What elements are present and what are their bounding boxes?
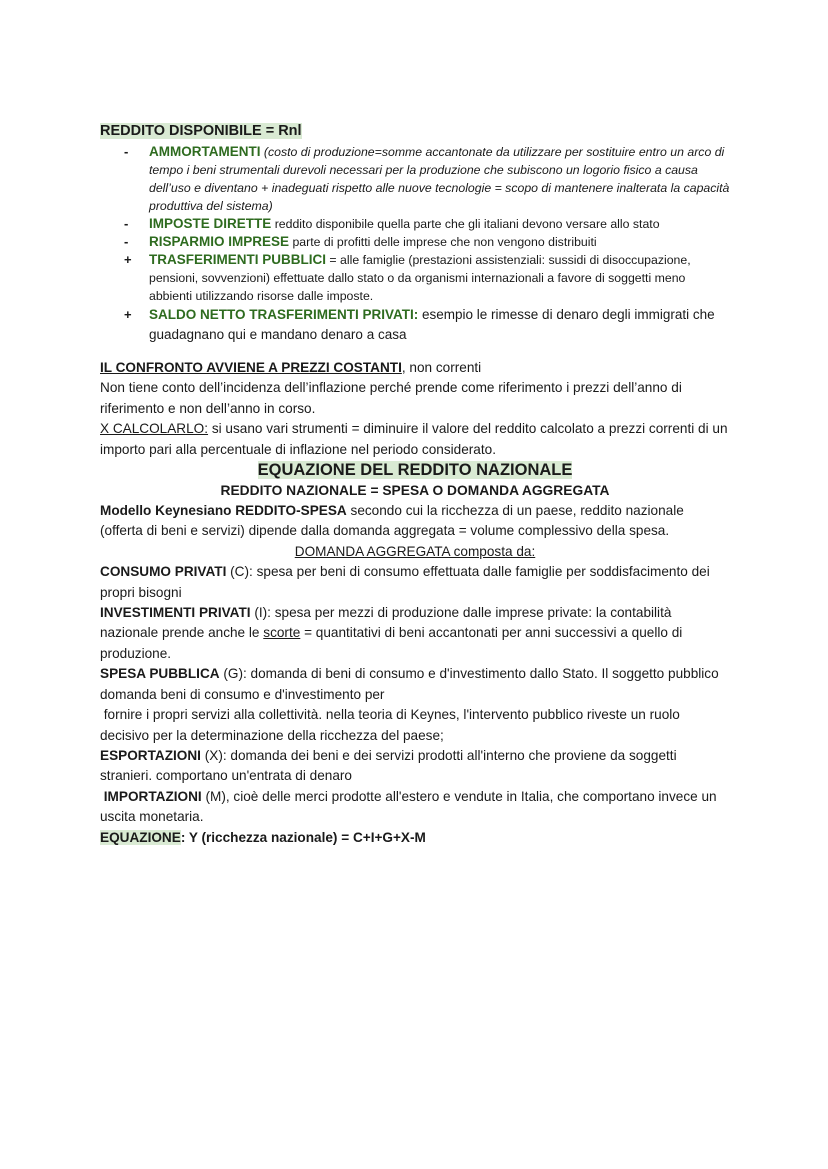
importazioni-text: (M), cioè delle merci prodotte all'estero e vendute in Italia, che comportano invece un uscita monetaria.	[100, 788, 717, 825]
consumo-paragraph	[100, 562, 730, 603]
item-term: SALDO NETTO TRASFERIMENTI PRIVATI:	[149, 307, 419, 322]
domanda-heading: DOMANDA AGGREGATA composta da:	[294, 543, 536, 559]
equazione-subtitle: REDDITO NAZIONALE = SPESA O DOMANDA AGGREGATA	[220, 483, 610, 499]
calcolo-text: si usano vari strumenti = diminuire il valore del reddito calcolato a prezzi correnti di un importo pari alla percentuale di inflazione nel periodo considerato.	[100, 421, 728, 457]
spesa-pubblica-paragraph-2	[100, 705, 730, 746]
item-desc: = alle famiglie (prestazioni assistenziali: sussidi di disoccupazione, pensioni, sovvenzioni) effettuate dallo stato o da organismi internazionali a favore di soggetti meno abbienti utilizzando risorse dalle imposte.	[149, 253, 691, 303]
esportazioni-text: (X): domanda dei beni e dei servizi prodotti all'interno che proviene da soggetti stranieri. comportano un'entrata di denaro	[100, 747, 677, 784]
importazioni-paragraph	[100, 787, 730, 828]
investimenti-paragraph	[100, 603, 730, 664]
item-sign: +	[124, 307, 132, 322]
modello-paragraph	[100, 501, 730, 542]
modello-label: Modello Keynesiano REDDITO-SPESA	[100, 503, 347, 519]
domanda-heading-line	[100, 542, 730, 562]
spesa-pubblica-paragraph	[100, 664, 730, 705]
equazione-text: : Y (ricchezza nazionale) = C+I+G+X-M	[180, 829, 426, 845]
spesa-pubblica-text-2: fornire i propri servizi alla collettività. nella teoria di Keynes, l'intervento pubblico riveste un ruolo decisivo per la determinazione della ricchezza del paese;	[100, 707, 680, 743]
equazione-title	[100, 460, 730, 481]
list-item-trasferimenti-pubblici	[100, 251, 730, 305]
document-page	[100, 121, 730, 848]
modello-text: secondo cui la ricchezza di un paese, reddito nazionale (offerta di beni e servizi) dipende dalla domanda aggregata = volume complessivo della spesa.	[100, 503, 684, 539]
investimenti-label: INVESTIMENTI PRIVATI	[100, 605, 251, 621]
scorte-term: scorte	[263, 625, 301, 641]
confronto-heading-line	[100, 358, 730, 378]
confronto-heading: IL CONFRONTO AVVIENE A PREZZI COSTANTI	[100, 360, 402, 375]
equazione-title-text: EQUAZIONE DEL REDDITO NAZIONALE	[257, 461, 573, 480]
item-desc: (costo di produzione=somme accantonate da utilizzare per sostituire entro un arco di tempo i beni strumentali durevoli necessari per la produzione che subiscono un logorio fisico a causa dell’uso e diventano + inadeguati rispetto alle nuove tecnologie = scopo di mantenere inalterata la capacità produttiva del sistema)	[149, 145, 730, 213]
calcolo-paragraph	[100, 419, 730, 460]
item-term: RISPARMIO IMPRESE	[149, 234, 290, 249]
item-sign: +	[124, 252, 132, 267]
item-term: IMPOSTE DIRETTE	[149, 216, 272, 231]
esportazioni-paragraph	[100, 746, 730, 787]
consumo-text: (C): spesa per beni di consumo effettuata dalle famiglie per soddisfacimento dei propri bisogni	[100, 564, 710, 600]
list-item-ammortamenti	[100, 143, 730, 215]
item-desc: reddito disponibile quella parte che gli italiani devono versare allo stato	[274, 217, 660, 231]
consumo-label: CONSUMO PRIVATI	[100, 564, 227, 580]
item-term: AMMORTAMENTI	[149, 144, 261, 159]
item-desc: esempio le rimesse di denaro degli immigrati che guadagnano qui e mandano denaro a casa	[149, 307, 715, 342]
reddito-disponibile-title	[100, 121, 730, 141]
confronto-text: Non tiene conto dell’incidenza dell’inflazione perché prende come riferimento i prezzi dell’anno di riferimento e non dell’anno in corso.	[100, 380, 682, 416]
investimenti-text-2: = quantitativi di beni accantonati per anni successivi a quello di produzione.	[100, 625, 683, 661]
confronto-heading-tail: , non correnti	[401, 360, 482, 375]
item-desc: parte di profitti delle imprese che non vengono distribuiti	[292, 235, 597, 249]
esportazioni-label: ESPORTAZIONI	[100, 747, 201, 763]
item-sign: -	[124, 216, 129, 231]
spesa-pubblica-label: SPESA PUBBLICA	[100, 666, 220, 682]
reddito-items-list	[100, 143, 730, 345]
equazione-formula	[100, 828, 730, 848]
list-item-risparmio	[100, 233, 730, 251]
list-item-imposte	[100, 215, 730, 233]
reddito-disponibile-heading: REDDITO DISPONIBILE = Rnl	[100, 123, 302, 139]
item-sign: -	[124, 234, 129, 249]
item-term: TRASFERIMENTI PUBBLICI	[149, 252, 326, 267]
list-item-saldo-netto	[100, 305, 730, 345]
importazioni-label: IMPORTAZIONI	[103, 788, 202, 804]
item-sign: -	[124, 144, 129, 159]
equazione-label: EQUAZIONE	[100, 829, 181, 845]
spesa-pubblica-text: (G): domanda di beni di consumo e d'investimento dallo Stato. Il soggetto pubblico domanda beni di consumo e d'investimento per	[100, 666, 719, 702]
calcolo-label: X CALCOLARLO:	[100, 421, 209, 437]
investimenti-text: (I): spesa per mezzi di produzione dalle imprese private: la contabilità nazionale prende anche le	[100, 605, 672, 641]
